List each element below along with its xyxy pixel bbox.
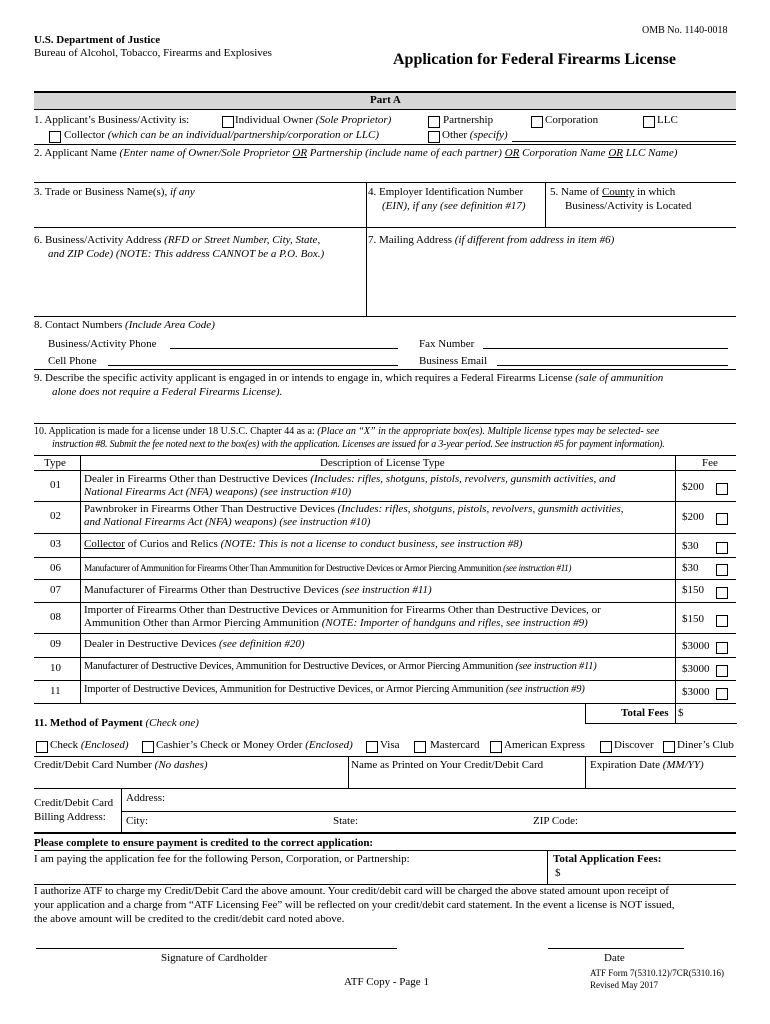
cashier-check-checkbox[interactable] [142,741,154,753]
corporation-label: Corporation [545,114,599,126]
license-desc-02-line2: and National Firearms Act (NFA) weapons) (see instruction #10) [84,516,371,528]
ein-label-line2: (EIN), if any (see definition #17) [382,200,526,212]
check-checkbox[interactable] [36,741,48,753]
corporation-checkbox[interactable] [531,116,543,128]
license-fee-11: $3000 [682,686,710,698]
partnership-checkbox[interactable] [428,116,440,128]
other-specify-line[interactable] [512,141,736,142]
check-label: Check (Enclosed) [50,739,129,751]
license-06-checkbox[interactable] [716,564,728,576]
activity-description-label-line1: 9. Describe the specific activity applicant is engaged in or intends to engage in, which requires a Federal Firearms License (sale of ammunition [34,372,664,384]
license-08-checkbox[interactable] [716,615,728,627]
license-fee-01: $200 [682,481,704,493]
license-desc-02: Pawnbroker in Firearms Other Than Destructive Devices (Includes: rifles, shotguns, pistols, revolvers, gunsmith activities, [84,503,624,515]
authorization-line3: the above amount will be credited to the credit/debit card noted above. [34,913,345,925]
license-type-10: 10 [50,662,61,674]
business-phone-field[interactable] [170,348,398,349]
paying-for-label: I am paying the application fee for the following Person, Corporation, or Partnership: [34,853,410,865]
fax-label: Fax Number [419,338,475,350]
license-fee-08: $150 [682,613,704,625]
business-phone-label: Business/Activity Phone [48,338,157,350]
billing-address-label-line2: Billing Address: [34,811,106,823]
license-fee-02: $200 [682,511,704,523]
q1-label: 1. Applicant’s Business/Activity is: [34,114,190,126]
col-fee-header: Fee [702,457,718,469]
license-01-checkbox[interactable] [716,483,728,495]
mailing-address-label: 7. Mailing Address (if different from address in item #6) [368,234,615,246]
total-application-fees-field[interactable]: $ [555,867,561,879]
license-type-03: 03 [50,538,61,550]
license-desc-08: Importer of Firearms Other than Destructive Devices or Ammunition for Firearms Other than Destructive Devices, or [84,604,601,616]
business-address-label-line1: 6. Business/Activity Address (RFD or Street Number, City, State, [34,234,321,246]
total-application-fees-label: Total Application Fees: [553,853,662,865]
mastercard-checkbox[interactable] [414,741,426,753]
department-name: U.S. Department of Justice [34,34,161,46]
total-fees-label: Total Fees [621,707,669,719]
card-number-label: Credit/Debit Card Number (No dashes) [34,759,208,771]
license-fee-07: $150 [682,584,704,596]
individual-owner-checkbox[interactable] [222,116,234,128]
license-type-06: 06 [50,562,61,574]
applicant-name-label: 2. Applicant Name (Enter name of Owner/Sole Proprietor OR Partnership (include name of each partner) OR Corporation Name OR LLC Name) [34,147,678,159]
expiration-label: Expiration Date (MM/YY) [590,759,704,771]
other-label: Other [442,129,468,141]
city-label: City: [126,815,149,827]
col-type-header: Type [44,457,66,469]
payment-note-heading: Please complete to ensure payment is credited to the correct application: [34,837,374,849]
county-label-line2: Business/Activity is Located [565,200,692,212]
license-desc-07: Manufacturer of Firearms Other than Destructive Devices (see instruction #11) [84,584,432,596]
bureau-name: Bureau of Alcohol, Tobacco, Firearms and Explosives [34,47,272,59]
collector-note: (which can be an individual/partnership/corporation or LLC) [107,129,380,141]
llc-label: LLC [657,114,678,126]
revision-date: Revised May 2017 [590,980,658,990]
ein-label-line1: 4. Employer Identification Number [368,186,524,198]
license-desc-03: Collector of Curios and Relics (NOTE: This is not a license to conduct business, see instruction #8) [84,538,523,550]
method-of-payment-label: 11. Method of Payment (Check one) [34,717,199,729]
form-number: ATF Form 7(5310.12)/7CR(5310.16) [590,968,725,978]
date-line[interactable] [548,948,684,949]
amex-checkbox[interactable] [490,741,502,753]
license-desc-11: Importer of Destructive Devices, Ammunition for Destructive Devices, or Armor Piercing Ammunition (see instruction #9) [84,684,585,695]
license-type-01: 01 [50,479,61,491]
license-07-checkbox[interactable] [716,587,728,599]
license-09-checkbox[interactable] [716,642,728,654]
activity-description-label-line2: alone does not require a Federal Firearms License). [52,386,283,398]
license-type-instruction-line2: instruction #8. Submit the fee noted next to the box(es) with the application. Licenses are issued for a 3-year period. See instruction #5 for payment information). [52,439,665,450]
address-label: Address: [126,792,166,804]
license-desc-10: Manufacturer of Destructive Devices, Ammunition for Destructive Devices, or Armor Piercing Ammunition (see instruction #11) [84,661,597,672]
license-desc-01: Dealer in Firearms Other than Destructive Devices (Includes: rifles, shotguns, pistols, revolvers, gunsmith activities, and [84,473,616,485]
part-a-label: Part A [370,94,401,106]
authorization-line2: your application and a charge from “ATF Licensing Fee” will be reflected on your credit/debit card statement. In the event a license is NOT issued, [34,899,675,911]
individual-owner-label: Individual Owner [235,114,313,126]
license-desc-08-line2: Ammunition Other than Armor Piercing Ammunition (NOTE: Importer of handguns and rifles, see instruction #9) [84,617,588,629]
billing-address-label-line1: Credit/Debit Card [34,797,114,809]
collector-checkbox[interactable] [49,131,61,143]
applicant-name-field[interactable] [34,160,736,180]
visa-checkbox[interactable] [366,741,378,753]
visa-label: Visa [380,739,400,751]
signature-label: Signature of Cardholder [161,952,268,964]
authorization-line1: I authorize ATF to charge my Credit/Debit Card the above amount. Your credit/debit card will be charged the above stated amount upon receipt of [34,885,669,897]
copy-page-label: ATF Copy - Page 1 [344,976,429,988]
business-address-label-line2: and ZIP Code) (NOTE: This address CANNOT be a P.O. Box.) [48,248,325,260]
license-fee-06: $30 [682,562,699,574]
license-type-07: 07 [50,584,61,596]
fax-field[interactable] [483,348,728,349]
county-label-line1: 5. Name of County in which [550,186,676,198]
individual-owner-note: (Sole Proprietor) [315,114,392,126]
license-fee-09: $3000 [682,640,710,652]
license-type-11: 11 [50,685,61,697]
license-11-checkbox[interactable] [716,688,728,700]
license-fee-10: $3000 [682,663,710,675]
cell-phone-label: Cell Phone [48,355,97,367]
license-desc-01-line2: National Firearms Act (NFA) weapons) (see instruction #10) [84,486,352,498]
llc-checkbox[interactable] [643,116,655,128]
activity-description-field[interactable] [34,400,736,420]
mastercard-label: Mastercard [430,739,480,751]
col-description-header: Description of License Type [320,457,445,469]
diners-club-checkbox[interactable] [663,741,675,753]
amex-label: American Express [504,739,585,751]
form-title: Application for Federal Firearms License [393,51,676,68]
cell-phone-field[interactable] [108,365,398,366]
license-fee-03: $30 [682,540,699,552]
license-02-checkbox[interactable] [716,513,728,525]
license-03-checkbox[interactable] [716,542,728,554]
collector-label: Collector [64,129,105,141]
license-type-02: 02 [50,510,61,522]
license-type-08: 08 [50,611,61,623]
business-email-label: Business Email [419,355,488,367]
discover-label: Discover [614,739,654,751]
license-desc-06: Manufacturer of Ammunition for Firearms Other Than Ammunition for Destructive Devices or Armor Piercing Ammunition (see instruction #11) [84,563,572,573]
name-on-card-label: Name as Printed on Your Credit/Debit Card [351,759,544,771]
diners-club-label: Diner’s Club [677,739,734,751]
trade-name-label: 3. Trade or Business Name(s), if any [34,186,195,198]
other-note: (specify) [469,129,508,141]
discover-checkbox[interactable] [600,741,612,753]
license-10-checkbox[interactable] [716,665,728,677]
date-label: Date [604,952,625,964]
other-checkbox[interactable] [428,131,440,143]
license-type-09: 09 [50,638,61,650]
business-email-field[interactable] [497,365,728,366]
signature-line[interactable] [36,948,397,949]
license-type-instruction-line1: 10. Application is made for a license under 18 U.S.C. Chapter 44 as a: (Place an “X” in the appropriate box(es). Multiple license types may be selected- see [34,426,660,437]
partnership-label: Partnership [443,114,494,126]
state-label: State: [333,815,359,827]
zip-label: ZIP Code: [533,815,579,827]
license-desc-09: Dealer in Destructive Devices (see definition #20) [84,638,305,650]
total-fees-field[interactable]: $ [678,707,684,719]
contact-numbers-label: 8. Contact Numbers (Include Area Code) [34,319,215,331]
cashier-check-label: Cashier’s Check or Money Order (Enclosed) [156,739,353,751]
omb-number: OMB No. 1140-0018 [642,25,728,36]
